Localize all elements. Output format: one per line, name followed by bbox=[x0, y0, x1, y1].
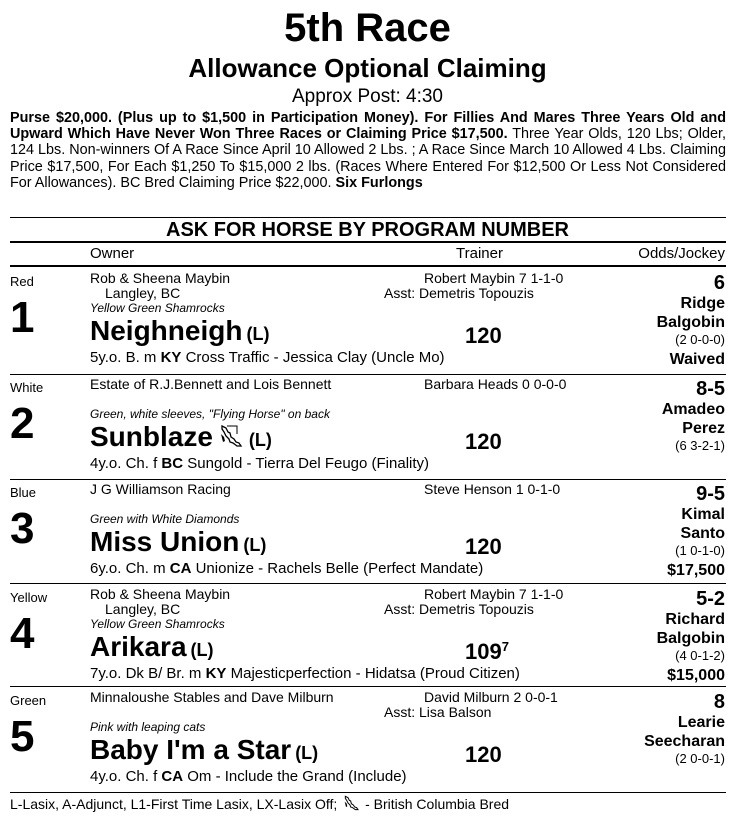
divider bbox=[10, 583, 726, 584]
saddle-color: Blue bbox=[10, 485, 37, 500]
sire-dam: Unionize - Rachels Belle (Perfect Mandate) bbox=[191, 560, 484, 577]
assistant-trainer: Asst: Demetris Topouzis bbox=[384, 601, 534, 617]
trainer: Robert Maybin 7 1-1-0 bbox=[424, 270, 564, 286]
silks: Yellow Green Shamrocks bbox=[90, 301, 225, 315]
trainer: David Milburn 2 0-0-1 bbox=[424, 689, 558, 705]
bred-state: CA bbox=[169, 560, 192, 577]
saddle-color: Green bbox=[10, 693, 47, 708]
ask-banner: ASK FOR HORSE BY PROGRAM NUMBER bbox=[166, 219, 569, 241]
divider bbox=[10, 265, 726, 267]
trainer: Robert Maybin 7 1-1-0 bbox=[424, 586, 564, 602]
trainer: Steve Henson 1 0-1-0 bbox=[424, 481, 561, 497]
program-number: 4 bbox=[10, 609, 35, 658]
pedigree bbox=[90, 349, 445, 367]
weight bbox=[465, 424, 502, 455]
sire-dam: Cross Traffic - Jessica Clay (Uncle Mo) bbox=[181, 349, 445, 366]
horse-name: Miss Union bbox=[90, 526, 240, 557]
saddle-color: Yellow bbox=[10, 590, 48, 605]
weight bbox=[465, 529, 502, 560]
weight bbox=[465, 634, 509, 665]
jockey-name: Learie Seecharan bbox=[644, 714, 725, 750]
jockey bbox=[662, 400, 725, 438]
age-sex: 7y.o. Dk B/ Br. m bbox=[90, 665, 206, 682]
legend-footer bbox=[10, 795, 509, 815]
bc-map-icon bbox=[343, 795, 361, 815]
morning-line-odds: 5-2 bbox=[696, 588, 725, 610]
morning-line-odds: 8-5 bbox=[696, 378, 725, 400]
claiming-price: $17,500 bbox=[667, 562, 725, 579]
morning-line-odds: 6 bbox=[713, 272, 725, 294]
pedigree bbox=[90, 768, 407, 786]
jockey bbox=[657, 294, 725, 332]
entry-4 bbox=[0, 586, 735, 690]
jockey-record: (1 0-1-0) bbox=[675, 543, 725, 558]
divider bbox=[10, 374, 726, 375]
medication-legend: L-Lasix, A-Adjunct, L1-First Time Lasix, LX-Lasix Off; bbox=[10, 796, 338, 812]
saddle-color: Red bbox=[10, 274, 34, 289]
horse-name: Neighneigh bbox=[90, 315, 243, 346]
silks: Green, white sleeves, "Flying Horse" on back bbox=[90, 407, 330, 421]
sire-dam: Sungold - Tierra Del Feugo (Finality) bbox=[183, 455, 430, 472]
owner: Minnaloushe Stables and Dave Milburn bbox=[90, 689, 334, 705]
silks: Pink with leaping cats bbox=[90, 720, 206, 734]
sire-dam: Majesticperfection - Hidatsa (Proud Citizen) bbox=[226, 665, 520, 682]
entry-5 bbox=[0, 689, 735, 793]
pedigree bbox=[90, 455, 429, 473]
claiming-price: Waived bbox=[669, 351, 725, 368]
claiming-price: $15,000 bbox=[667, 667, 725, 684]
weight bbox=[465, 318, 502, 349]
entry-3 bbox=[0, 481, 735, 585]
conditions-details: Three Year Olds, 120 Lbs; Older, 124 Lbs. Non-winners Of A Race Since April 10 Allowed 2 Lbs. ; A Race Since March 10 Allowed 4 Lbs. Claiming Price $17,500, For Each $1,250 To $15,000 2 lbs. (Races Where Entered For $12,500 Or Less Not Considered For Allowances). BC Bred Claiming Price $22,000. bbox=[10, 126, 726, 191]
horse-name-line bbox=[90, 314, 269, 353]
assistant-trainer: Asst: Demetris Topouzis bbox=[384, 285, 534, 301]
morning-line-odds: 8 bbox=[713, 691, 725, 713]
jockey-record: (2 0-0-1) bbox=[675, 751, 725, 766]
race-type: Allowance Optional Claiming bbox=[188, 53, 547, 83]
medication: (L) bbox=[243, 535, 267, 555]
horse-name-line bbox=[90, 733, 318, 772]
column-owner: Owner bbox=[90, 245, 135, 262]
jockey-record: (2 0-0-0) bbox=[675, 332, 725, 347]
weight-value: 120 bbox=[465, 534, 502, 559]
weight-value: 109 bbox=[465, 639, 502, 664]
sire-dam: Om - Include the Grand (Include) bbox=[183, 768, 407, 785]
bred-state: BC bbox=[161, 455, 184, 472]
jockey-name: Amadeo Perez bbox=[661, 401, 725, 437]
owner: Estate of R.J.Bennett and Lois Bennett bbox=[90, 376, 332, 392]
owner-location: Langley, BC bbox=[105, 285, 181, 301]
jockey-record: (6 3-2-1) bbox=[675, 438, 725, 453]
morning-line-odds: 9-5 bbox=[696, 483, 725, 505]
horse-name-line bbox=[90, 630, 214, 669]
weight-value: 120 bbox=[465, 323, 502, 348]
jockey bbox=[681, 505, 725, 543]
assistant-trainer: Asst: Lisa Balson bbox=[384, 704, 492, 720]
bc-bred-legend: - British Columbia Bred bbox=[361, 796, 510, 812]
jockey-record: (4 0-1-2) bbox=[675, 648, 725, 663]
medication: (L) bbox=[246, 324, 270, 344]
medication: (L) bbox=[190, 640, 214, 660]
conditions-purse: Purse $20,000. (Plus up to $1,500 in Participation Money). For Fillies And Mares Three Years Old and Upward Which Have Never Won Three Races or Claiming Price $17,500. bbox=[10, 110, 726, 143]
bred-state: KY bbox=[205, 665, 227, 682]
saddle-color: White bbox=[10, 380, 44, 395]
owner: Rob & Sheena Maybin bbox=[90, 586, 231, 602]
horse-name: Baby I'm a Star bbox=[90, 734, 292, 765]
divider bbox=[10, 241, 726, 243]
race-title: 5th Race bbox=[284, 6, 451, 50]
horse-name-line bbox=[90, 525, 266, 564]
jockey bbox=[657, 610, 725, 648]
age-sex: 6y.o. Ch. m bbox=[90, 560, 170, 577]
silks: Yellow Green Shamrocks bbox=[90, 617, 225, 631]
post-time: Approx Post: 4:30 bbox=[291, 86, 444, 107]
pedigree bbox=[90, 560, 483, 578]
weight-allowance: 7 bbox=[501, 639, 509, 654]
jockey-name: Ridge Balgobin bbox=[656, 295, 725, 331]
program-number: 5 bbox=[10, 712, 35, 761]
age-sex: 5y.o. B. m bbox=[90, 349, 161, 366]
weight-value: 120 bbox=[465, 742, 502, 767]
bred-state: CA bbox=[161, 768, 184, 785]
column-odds-jockey: Odds/Jockey bbox=[638, 245, 725, 262]
medication: (L) bbox=[248, 430, 272, 450]
silks: Green with White Diamonds bbox=[90, 512, 240, 526]
weight bbox=[465, 737, 502, 768]
owner: Rob & Sheena Maybin bbox=[90, 270, 231, 286]
age-sex: 4y.o. Ch. f bbox=[90, 455, 162, 472]
divider bbox=[10, 479, 726, 480]
weight-value: 120 bbox=[465, 429, 502, 454]
pedigree bbox=[90, 665, 520, 683]
entry-2 bbox=[0, 376, 735, 480]
column-trainer: Trainer bbox=[456, 245, 503, 262]
program-number: 2 bbox=[10, 399, 35, 448]
bred-state: KY bbox=[160, 349, 182, 366]
divider bbox=[10, 792, 726, 793]
horse-name: Sunblaze bbox=[90, 421, 213, 452]
jockey-name: Richard Balgobin bbox=[656, 611, 725, 647]
race-conditions bbox=[10, 110, 726, 191]
owner: J G Williamson Racing bbox=[90, 481, 231, 497]
owner-location: Langley, BC bbox=[105, 601, 181, 617]
medication: (L) bbox=[295, 743, 319, 763]
jockey bbox=[644, 713, 725, 751]
trainer: Barbara Heads 0 0-0-0 bbox=[424, 376, 567, 392]
jockey-name: Kimal Santo bbox=[680, 506, 725, 542]
program-number: 1 bbox=[10, 293, 35, 342]
divider bbox=[10, 686, 726, 687]
age-sex: 4y.o. Ch. f bbox=[90, 768, 162, 785]
entry-1 bbox=[0, 270, 735, 374]
horse-name: Arikara bbox=[90, 631, 187, 662]
program-number: 3 bbox=[10, 504, 35, 553]
conditions-distance: Six Furlongs bbox=[331, 174, 423, 191]
